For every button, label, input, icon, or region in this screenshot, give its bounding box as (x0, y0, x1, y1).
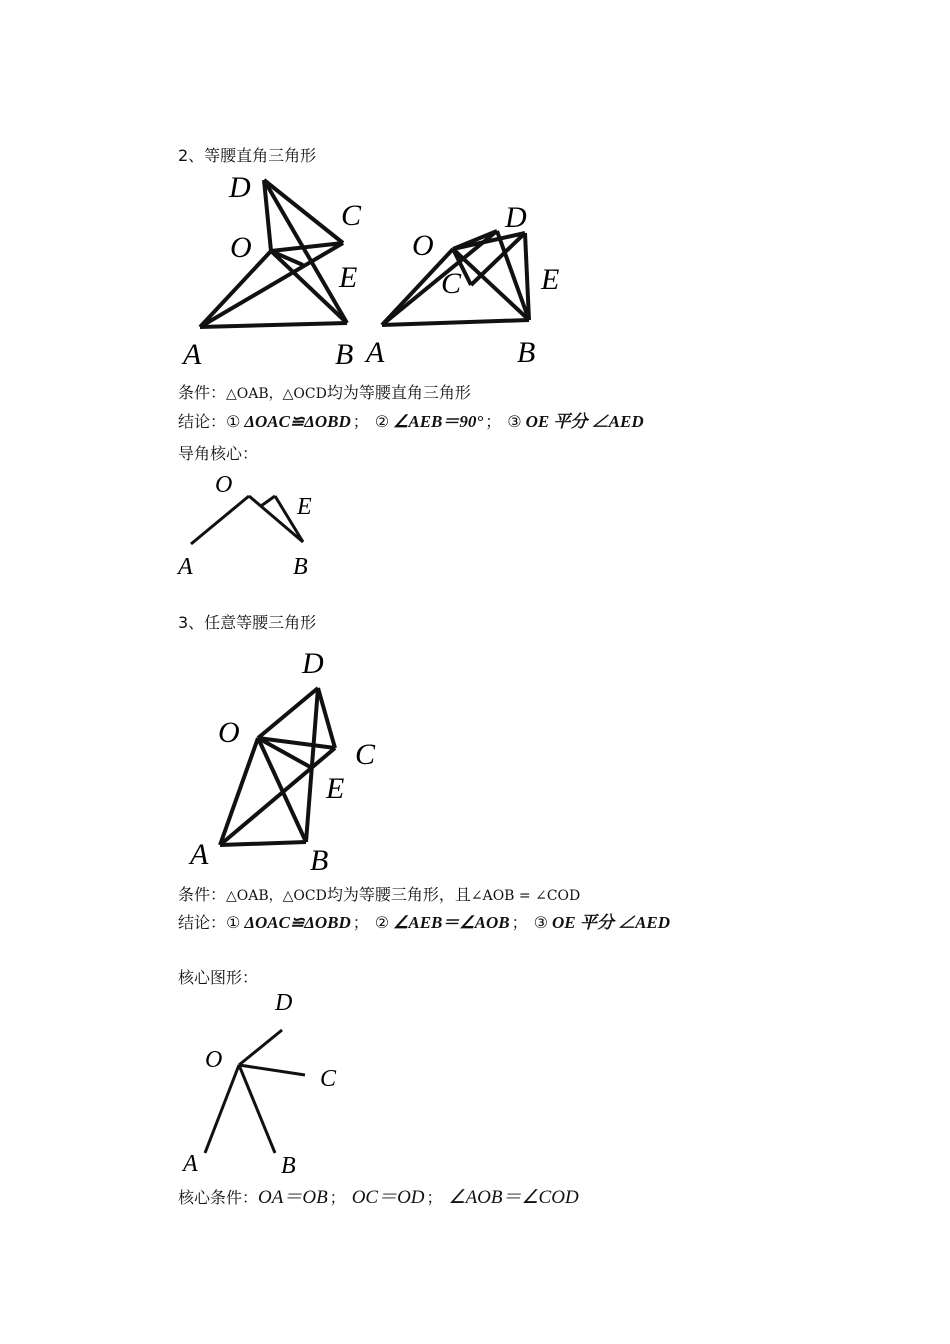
s3-label-d: D (302, 647, 324, 680)
core-condition-label: 核心条件： (178, 1188, 259, 1207)
conclusion-num-3: ③ (507, 412, 522, 431)
fig1-label-c: C (341, 199, 362, 232)
conclusion-label: 结论： (178, 913, 227, 932)
conclusion-label: 结论： (178, 412, 227, 431)
fig1-label-a: A (183, 338, 202, 371)
fig1-label-o: O (230, 231, 252, 264)
section3-condition (178, 882, 580, 905)
core-label-e: E (297, 494, 312, 520)
s3-label-c: C (355, 738, 376, 771)
separator: ； (485, 412, 502, 431)
core-figure-label: 核心图形： (178, 968, 259, 987)
condition-triangles: △OAB，△OCD (226, 888, 327, 904)
separator: ； (352, 412, 369, 431)
conclusion-num-2: ② (374, 412, 390, 431)
fig2-label-b: B (517, 336, 536, 369)
core-condition (178, 1182, 579, 1209)
condition-suffix: 均为等腰直角三角形 (326, 383, 471, 402)
fig2-label-a: A (366, 336, 385, 369)
conclusion-3: OE 平分 ∠AED (551, 913, 671, 932)
fig2-label-d: D (505, 201, 527, 234)
core-label-b: B (293, 554, 308, 580)
core-separator: ； (329, 1188, 346, 1207)
conclusion-2: ∠AEB＝∠AOB (393, 913, 510, 932)
core-figure (175, 985, 365, 1180)
separator: ； (352, 913, 369, 932)
condition-suffix: 均为等腰三角形，且 (326, 885, 471, 904)
core-condition-3: ∠AOB＝∠COD (448, 1187, 579, 1208)
fig2-label-e: E (541, 263, 560, 296)
core-fig-label-b: B (281, 1153, 296, 1179)
condition-triangles: △OAB，△OCD (226, 386, 327, 402)
figure1-lines (200, 180, 347, 327)
core-fig-label-o: O (205, 1047, 223, 1073)
fig1-label-d: D (229, 171, 251, 204)
s3-label-o: O (218, 716, 240, 749)
conclusion-num-2: ② (374, 913, 390, 932)
section2-heading: 2、等腰直角三角形 (178, 146, 317, 165)
s3-label-b: B (310, 844, 329, 875)
condition-angle: ∠AOB = ∠COD (470, 888, 581, 904)
core-label: 导角核心： (178, 444, 259, 463)
section3-figure-lines (220, 688, 335, 845)
conclusion-num-1: ① (226, 412, 241, 431)
conclusion-2: ∠AEB＝90° (393, 412, 484, 431)
section2-conclusion (178, 407, 644, 432)
conclusion-num-1: ① (226, 913, 241, 932)
core-fig-label-c: C (320, 1066, 337, 1092)
separator: ； (511, 913, 528, 932)
fig1-label-e: E (339, 261, 358, 294)
conclusion-1: ΔOAC≌ΔOBD (244, 412, 351, 431)
section2-condition (178, 380, 471, 403)
condition-label: 条件： (178, 885, 227, 904)
conclusion-1: ΔOAC≌ΔOBD (244, 913, 351, 932)
section3-heading: 3、任意等腰三角形 (178, 613, 317, 632)
core-fig-label-a: A (183, 1151, 198, 1177)
angle-core-figure (175, 468, 335, 580)
fig2-label-o: O (412, 229, 434, 262)
core-condition-2: OC＝OD (351, 1187, 425, 1208)
core-separator: ； (426, 1188, 443, 1207)
core-lines (191, 496, 303, 544)
core-fig-label-d: D (275, 990, 293, 1016)
conclusion-3: OE 平分 ∠AED (525, 412, 644, 431)
core-label-o: O (215, 472, 233, 498)
conclusion-num-3: ③ (533, 913, 548, 932)
section3-figure (180, 640, 400, 875)
s3-label-e: E (326, 772, 345, 805)
core-condition-1: OA＝OB (258, 1187, 328, 1208)
section3-conclusion (178, 908, 670, 933)
section2-figures (175, 165, 595, 375)
condition-label: 条件： (178, 383, 227, 402)
fig1-label-b: B (335, 338, 354, 371)
core-label-a: A (178, 554, 193, 580)
fig2-label-c: C (441, 267, 462, 300)
s3-label-a: A (190, 838, 209, 871)
